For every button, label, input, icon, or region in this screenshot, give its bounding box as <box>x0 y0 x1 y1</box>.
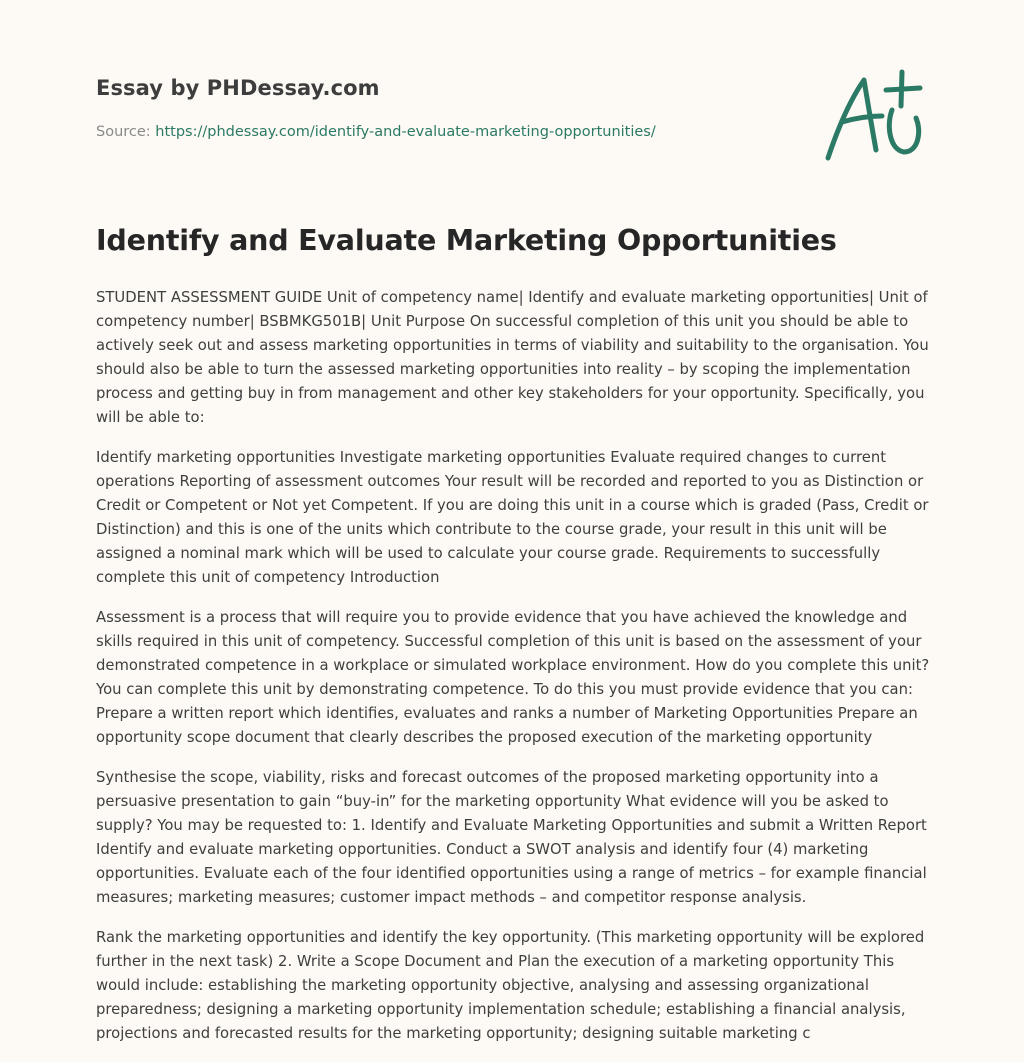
paragraph: STUDENT ASSESSMENT GUIDE Unit of competency name| Identify and evaluate marketing opportunities| Unit of competency number| BSBMKG501B| Unit Purpose On successful completion of this unit you should be able to actively seek out and assess marketing opportunities in terms of viability and suitability to the organisation. You should also be able to turn the assessed marketing opportunities into reality – by scoping the implementation process and getting buy in from management and other key stakeholders for your opportunity. Specifically, you will be able to: <box>96 289 929 426</box>
paragraph: Synthesise the scope, viability, risks and forecast outcomes of the proposed marketing opportunity into a persuasive presentation to gain “buy-in” for the marketing opportunity What evidence will you be asked to supply? You may be requested to: 1. Identify and Evaluate Marketing Opportunities and submit a Written Report Identify and evaluate marketing opportunities. Conduct a SWOT analysis and identify four (4) marketing opportunities. Evaluate each of the four identified opportunities using a range of metrics – for example financial measures; marketing measures; customer impact methods – and competitor response analysis. <box>96 769 927 906</box>
article-title: Identify and Evaluate Marketing Opportunities <box>96 224 837 257</box>
paragraph: Identify marketing opportunities Investigate marketing opportunities Evaluate required changes to current operations Reporting of assessment outcomes Your result will be recorded and reported to you as Distinction or Credit or Competent or Not yet Competent. If you are doing this unit in a course which is graded (Pass, Credit or Distinction) and this is one of the units which contribute to the course grade, your result in this unit will be assigned a nominal mark which will be used to calculate your course grade. Requirements to successfully complete this unit of competency Introduction <box>96 449 929 586</box>
site-brand: Essay by PHDessay.com <box>96 76 380 100</box>
paragraph: Rank the marketing opportunities and identify the key opportunity. (This marketing opportunity will be explored further in the next task) 2. Write a Scope Document and Plan the execution of a marketing opportunity This would include: establishing the marketing opportunity objective, analysing and assessing organizational preparedness; designing a marketing opportunity implementation schedule; establishing a financial analysis, projections and forecasted results for the marketing opportunity; designing suitable marketing c <box>96 929 925 1042</box>
source-label: Source: <box>96 124 151 140</box>
source-link[interactable]: https://phdessay.com/identify-and-evaluate-marketing-opportunities/ <box>155 124 656 140</box>
source-line <box>96 124 656 140</box>
article-body <box>96 286 936 1062</box>
paragraph: Assessment is a process that will require you to provide evidence that you have achieved the knowledge and skills required in this unit of competency. Successful completion of this unit is based on the assessment of your demonstrated competence in a workplace or simulated workplace environment. How do you complete this unit? You can complete this unit by demonstrating competence. To do this you must provide evidence that you can: Prepare a written report which identifies, evaluates and ranks a number of Marketing Opportunities Prepare an opportunity scope document that clearly describes the proposed execution of the marketing opportunity <box>96 609 930 746</box>
a-plus-logo-icon <box>816 66 932 166</box>
